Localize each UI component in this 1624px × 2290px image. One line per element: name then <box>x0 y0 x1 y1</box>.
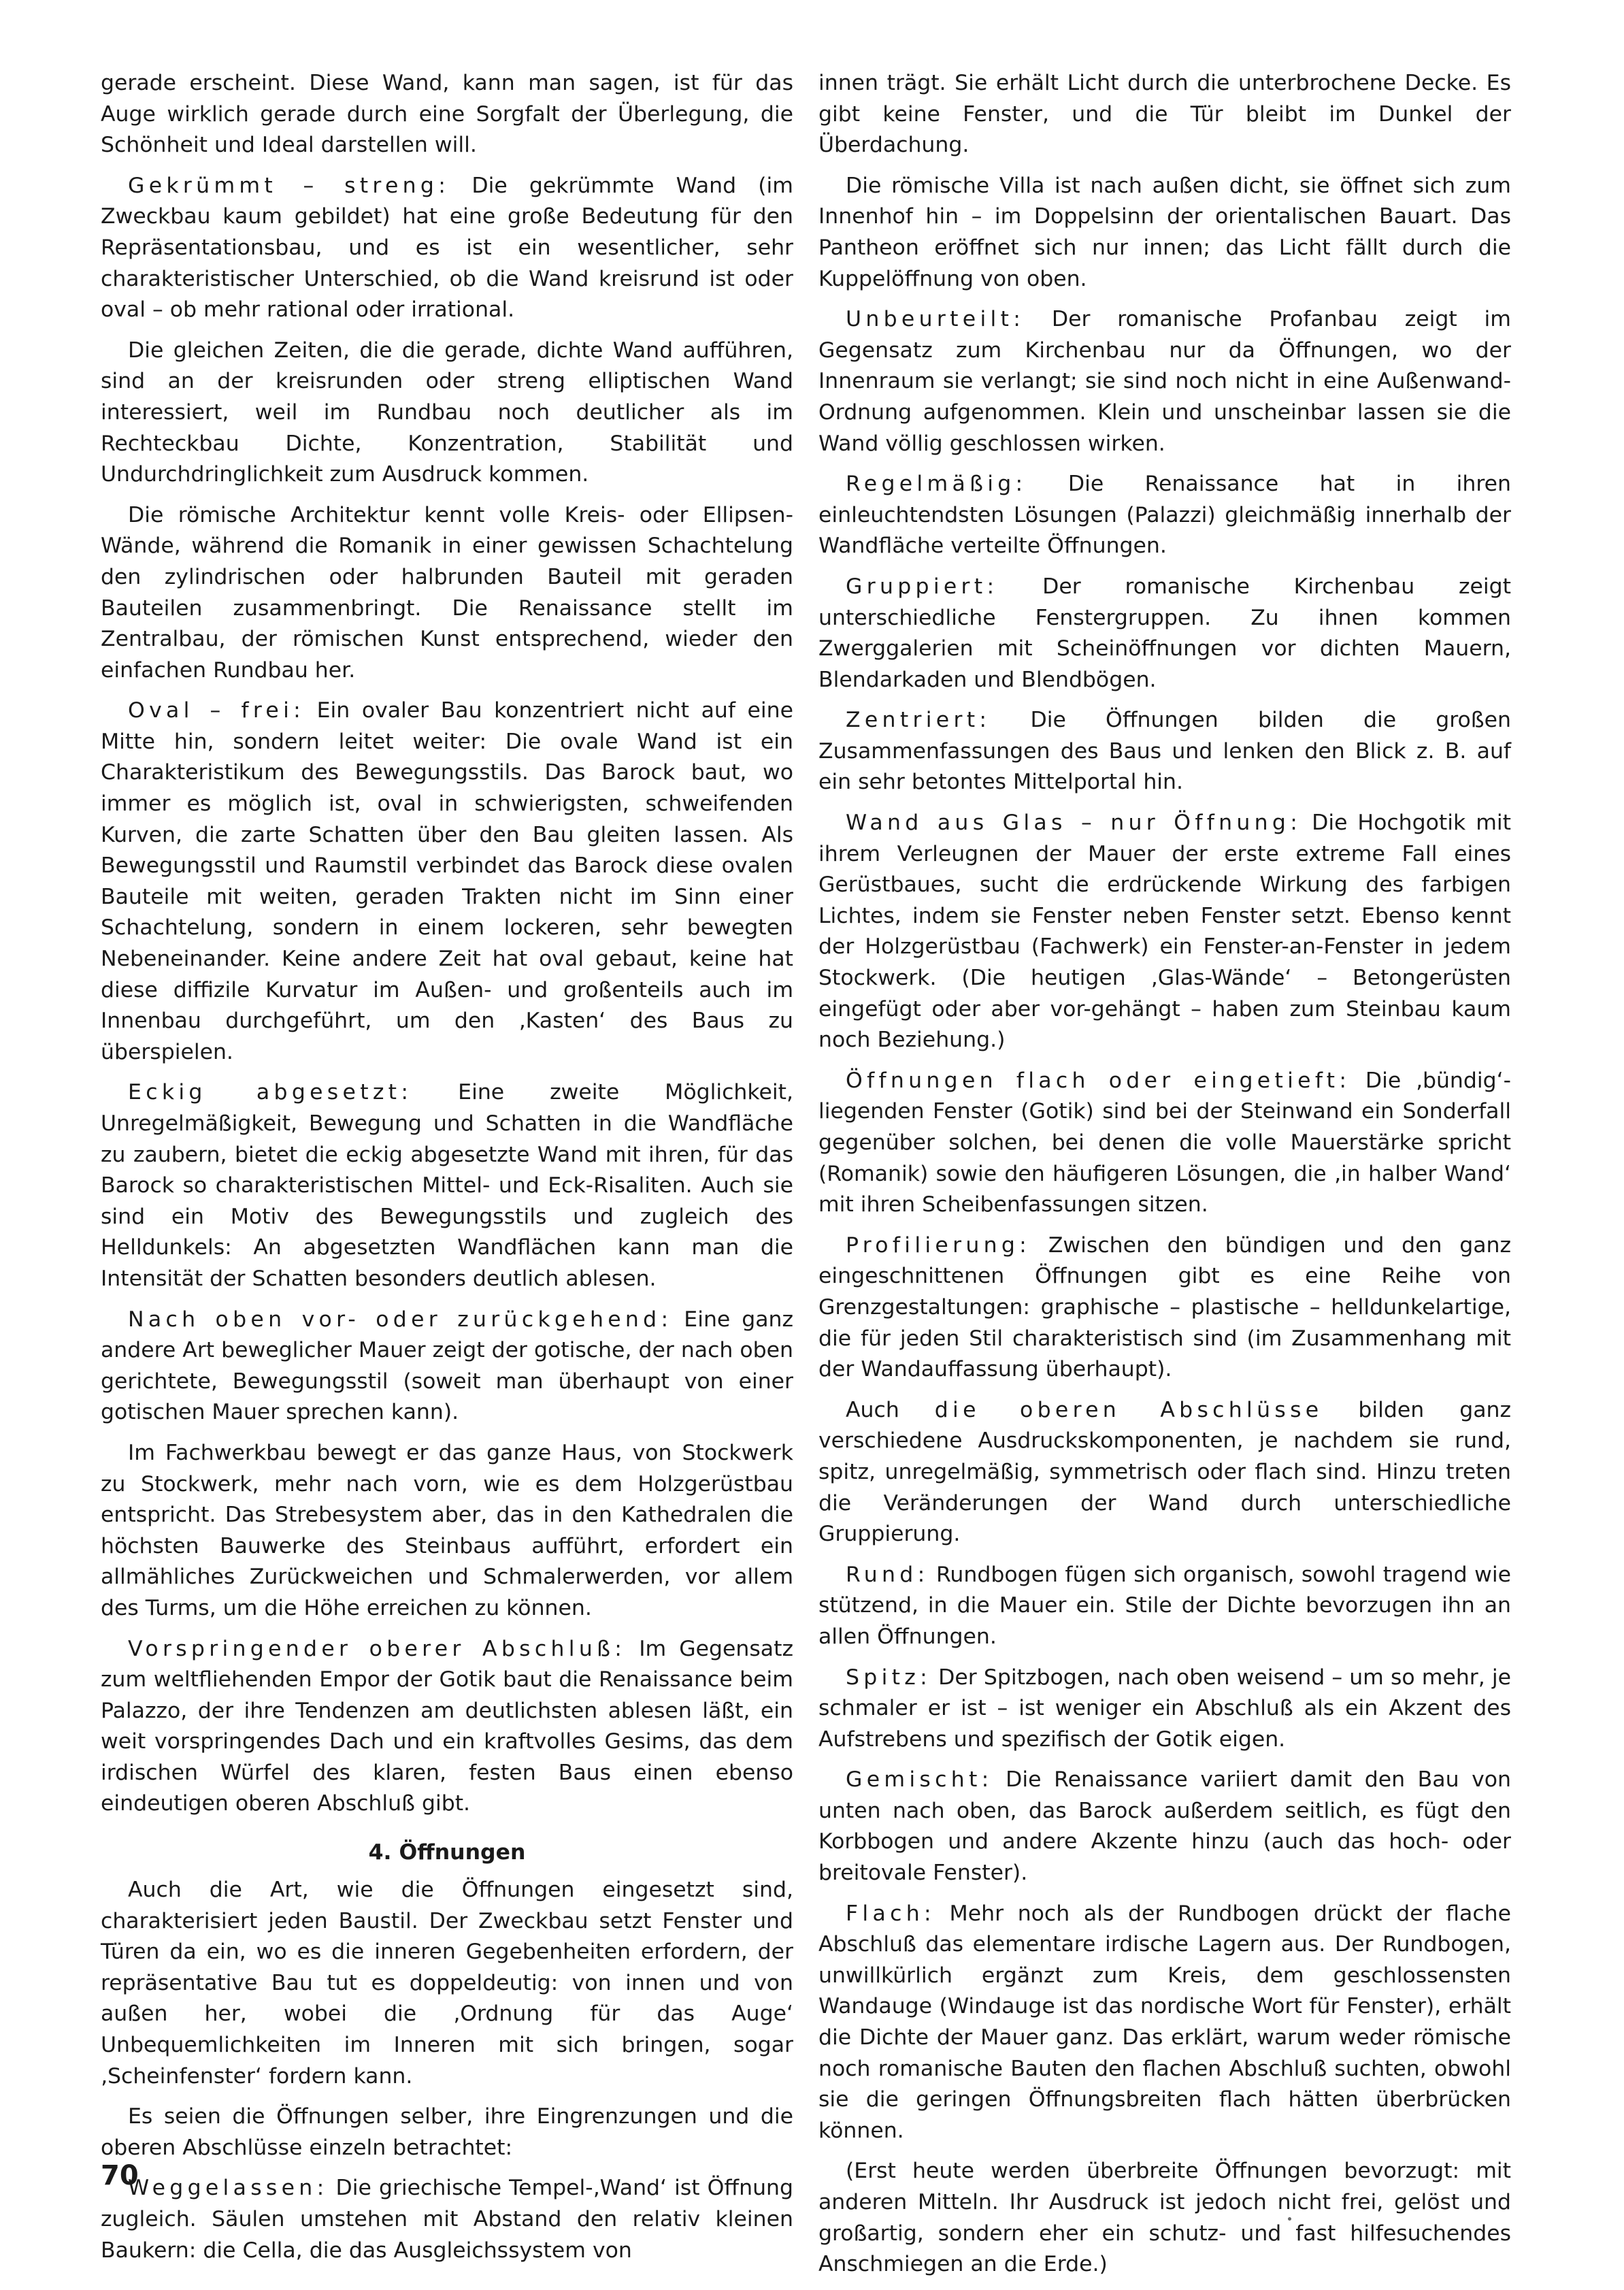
paragraph: Wand aus Glas – nur Öffnung: Die Hochgotik mit ihrem Verleugnen der Mauer der erste extreme Fall eines Gerüstbaues, sucht die erdrückende Wirkung des farbigen Lichtes, indem sie Fenster neben Fenster setzt. Ebenso kennt der Holzgerüstbau (Fachwerk) ein Fenster-an-Fenster in jedem Stockwerk. (Die heutigen ‚Glas-Wände‘ – Betongerüsten eingefügt oder aber vor-gehängt – haben zum Steinbau kaum noch Beziehung.) <box>818 811 1511 1053</box>
paragraph-keyword: Vorspringender oberer Abschluß: <box>128 1636 627 1661</box>
paragraph-keyword: Gemischt: <box>846 1767 993 1793</box>
paragraph: Gekrümmt – streng: Die gekrümmte Wand (im Zweckbau kaum gebildet) hat eine große Bedeutung für den Repräsentationsbau, und es ist ein wesentlicher, sehr charakteristischer Unterschied, ob die Wand kreisrund ist oder oval – ob mehr rational oder irrational. <box>101 173 793 323</box>
paragraph-keyword: Rund: <box>846 1562 929 1587</box>
page-number: 70 <box>101 2160 139 2191</box>
paragraph-keyword: Spitz: <box>846 1665 932 1690</box>
right-column <box>818 68 1511 2290</box>
print-speck <box>1288 2217 1291 2221</box>
paragraph: (Erst heute werden überbreite Öffnungen bevorzugt: mit anderen Mitteln. Ihr Ausdruck ist jedoch nicht frei, gelöst und großartig, sondern eher ein schutz- und fast hilfesuchendes Anschmiegen an die Erde.) <box>818 2159 1511 2277</box>
paragraph-keyword: die oberen Abschlüsse <box>934 1397 1323 1422</box>
section-heading: 4. Öffnungen <box>368 1840 526 1865</box>
paragraph: Regelmäßig: Die Renaissance hat in ihren einleuchtendsten Lösungen (Palazzi) gleichmäßig innerhalb der Wandfläche verteilte Öffnungen. <box>818 472 1511 559</box>
paragraph: Gruppiert: Der romanische Kirchenbau zeigt unterschiedliche Fenstergruppen. Zu ihnen kommen Zwerggalerien mit Scheinöffnungen vor dichten Mauern, Blendarkaden und Blendbögen. <box>818 574 1511 692</box>
paragraph: Zentriert: Die Öffnungen bilden die großen Zusammenfassungen des Baus und lenken den Blick z. B. auf ein sehr betontes Mittelportal hin. <box>818 708 1511 795</box>
paragraph: Auch die oberen Abschlüsse bilden ganz verschiedene Ausdruckskomponenten, je nachdem sie rund, spitz, unregelmäßig, symmetrisch oder flach sind. Hinzu treten die Veränderungen der Wand durch unterschiedliche Gruppierung. <box>818 1397 1512 1547</box>
paragraph-keyword: Profilierung: <box>846 1232 1031 1258</box>
paragraph-keyword: Unbeurteilt: <box>846 307 1025 332</box>
paragraph: Flach: Mehr noch als der Rundbogen drückt der flache Abschluß das elementare irdische Lagern aus. Der Rundbogen, unwillkürlich ergänzt zum Kreis, dem geschlossensten Wandauge (Windauge ist das nordische Wort für Fenster), erhält die Dichte der Mauer ganz. Das erklärt, warum weder römische noch romanische Bauten den flachen Abschluß suchten, obwohl sie die geringen Öffnungsbreiten flach hätten überbrücken können. <box>818 1901 1511 2143</box>
paragraph: Rund: Rundbogen fügen sich organisch, sowohl tragend wie stützend, in die Mauer ein. Stile der Dichte bevorzugen ihn an allen Öffnungen. <box>818 1562 1511 1649</box>
paragraph: Oval – frei: Ein ovaler Bau konzentriert nicht auf eine Mitte hin, sondern leitet weiter: Die ovale Wand ist ein Charakteristikum des Bewegungsstils. Das Barock baut, wo immer es möglich ist, oval in schwierigsten, schweifenden Kurven, die zarte Schatten über den Bau gleiten lassen. Als Bewegungsstil und Raumstil verbindet das Barock diese ovalen Bauteile mit weiten, geraden Trakten nicht im Sinn einer Schachtelung, sondern in einem lockeren, sehr bewegten Nebeneinander. Keine andere Zeit hat oval gebaut, keine hat diese diffizile Kurvatur im Außen- und großenteils auch im Innenbau durchgeführt, um den ‚Kasten‘ des Baus zu überspielen. <box>101 698 793 1064</box>
paragraph: Gemischt: Die Renaissance variiert damit den Bau von unten nach oben, das Barock außerdem seitlich, es fügt den Korbbogen und andere Akzente hinzu (auch das hoch- oder breitovale Fenster). <box>818 1767 1511 1886</box>
paragraph-keyword: Oval – frei: <box>128 698 305 723</box>
paragraph: Es seien die Öffnungen selber, ihre Eingrenzungen und die oberen Abschlüsse einzeln betrachtet: <box>101 2104 793 2160</box>
paragraph-keyword: Nach oben vor- oder zurückgehend: <box>128 1307 673 1332</box>
paragraph-keyword: Wand aus Glas – nur Öffnung: <box>846 811 1302 836</box>
paragraph-keyword: Öffnungen flach oder eingetieft: <box>846 1068 1351 1093</box>
paragraph: Spitz: Der Spitzbogen, nach oben weisend – um so mehr, je schmaler er ist – ist weniger ein Abschluß als ein Akzent des Aufstrebens und spezifisch der Gotik eigen. <box>818 1665 1511 1752</box>
paragraph: Weggelassen: Die griechische Tempel-‚Wand‘ ist Öffnung zugleich. Säulen umstehen mit Abstand den relativ kleinen Baukern: die Cella, die das Ausgleichssystem von <box>101 2176 793 2263</box>
paragraph-keyword: Flach: <box>846 1901 935 1926</box>
paragraph-keyword: Weggelassen: <box>128 2176 329 2201</box>
paragraph: Im Fachwerkbau bewegt er das ganze Haus, von Stockwerk zu Stockwerk, mehr nach vorn, wie es dem Holzgerüstbau entspricht. Das Strebesystem aber, das in den Kathedralen die höchsten Bauwerke des Steinbaus aufführt, erfordert ein allmähliches Zurückweichen und Schmalerwerden, vor allem des Turms, um die Höhe erreichen zu können. <box>101 1440 793 1620</box>
paragraph-keyword: Regelmäßig: <box>846 472 1027 497</box>
paragraph: Öffnungen flach oder eingetieft: Die ‚bündig‘-liegenden Fenster (Gotik) sind bei der Steinwand ein Sonderfall gegenüber solchen, bei denen die volle Mauerstärke spricht (Romanik) sowie den häufigeren Lösungen, die ‚in halber Wand‘ mit ihren Scheibenfassungen sitzen. <box>818 1068 1511 1217</box>
paragraph: Vorspringender oberer Abschluß: Im Gegensatz zum weltfliehenden Empor der Gotik baut die Renaissance beim Palazzo, der ihre Tendenzen am deutlichsten ablesen läßt, ein weit vorspringendes Dach und ein kraftvolles Gesims, das dem irdischen Würfel des klaren, festen Baus einen ebenso eindeutigen oberen Abschluß gibt. <box>101 1636 793 1816</box>
paragraph-keyword: Gruppiert: <box>846 574 999 599</box>
left-column <box>101 68 793 2276</box>
paragraph-keyword: Gekrümmt – streng: <box>128 173 450 198</box>
paragraph: innen trägt. Sie erhält Licht durch die unterbrochene Decke. Es gibt keine Fenster, und die Tür bleibt im Dunkel der Überdachung. <box>818 71 1511 158</box>
paragraph: Profilierung: Zwischen den bündigen und den ganz eingeschnittenen Öffnungen gibt es eine Reihe von Grenzgestaltungen: graphische – plastische – helldunkelartige, die für jeden Stil charakteristisch sind (im Zusammenhang mit der Wandauffassung überhaupt). <box>818 1232 1511 1382</box>
paragraph: Eckig abgesetzt: Eine zweite Möglichkeit, Unregelmäßigkeit, Bewegung und Schatten in die Wandfläche zu zaubern, bietet die eckig abgesetzte Wand mit ihren, für das Barock so charakteristischen Mittel- und Eck-Risaliten. Auch sie sind ein Motiv des Bewegungsstils und zugleich des Helldunkels: An abgesetzten Wandflächen kann man die Intensität der Schatten besonders deutlich ablesen. <box>101 1080 794 1291</box>
paragraph: Nach oben vor- oder zurückgehend: Eine ganz andere Art beweglicher Mauer zeigt der gotische, der nach oben gerichtete, Bewegungsstil (soweit man überhaupt von einer gotischen Mauer sprechen kann). <box>101 1307 794 1425</box>
paragraph-keyword: Zentriert: <box>846 708 991 733</box>
paragraph: Die römische Villa ist nach außen dicht, sie öffnet sich zum Innenhof hin – im Doppelsinn der orientalischen Bauart. Das Pantheon eröffnet sich nur innen; das Licht fällt durch die Kuppelöffnung von oben. <box>818 173 1511 291</box>
paragraph-keyword: Eckig abgesetzt: <box>128 1080 413 1105</box>
paragraph: Die gleichen Zeiten, die die gerade, dichte Wand aufführen, sind an der kreisrunden oder streng elliptischen Wand interessiert, weil im Rundbau noch deutlicher als im Rechteckbau Dichte, Konzentration, Stabilität und Undurchdringlichkeit zum Ausdruck kommen. <box>101 338 793 487</box>
paragraph: Auch die Art, wie die Öffnungen eingesetzt sind, charakterisiert jeden Baustil. Der Zweckbau setzt Fenster und Türen da ein, wo es die inneren Gegebenheiten erfordern, der repräsentative Bau tut es doppeldeutig: von innen und von außen her, wobei die ‚Ordnung für das Auge‘ Unbequemlichkeiten im Inneren mit sich bringen, sogar ‚Scheinfenster‘ fordern kann. <box>101 1878 793 2089</box>
paragraph: Unbeurteilt: Der romanische Profanbau zeigt im Gegensatz zum Kirchenbau nur da Öffnungen, wo der Innenraum sie verlangt; sie sind noch nicht in eine Außenwand-Ordnung aufgenommen. Klein und unscheinbar lassen sie die Wand völlig geschlossen wirken. <box>818 307 1511 456</box>
paragraph: gerade erscheint. Diese Wand, kann man sagen, ist für das Auge wirklich gerade durch eine Sorgfalt der Überlegung, die Schönheit und Ideal darstellen will. <box>101 71 793 158</box>
paragraph: Die römische Architektur kennt volle Kreis- oder Ellipsen-Wände, während die Romanik in einer gewissen Schachtelung den zylindrischen oder halbrunden Bauteil mit geraden Bauteilen zusammenbringt. Die Renaissance stellt im Zentralbau, der römischen Kunst entsprechend, wieder den einfachen Rundbau her. <box>101 502 793 683</box>
